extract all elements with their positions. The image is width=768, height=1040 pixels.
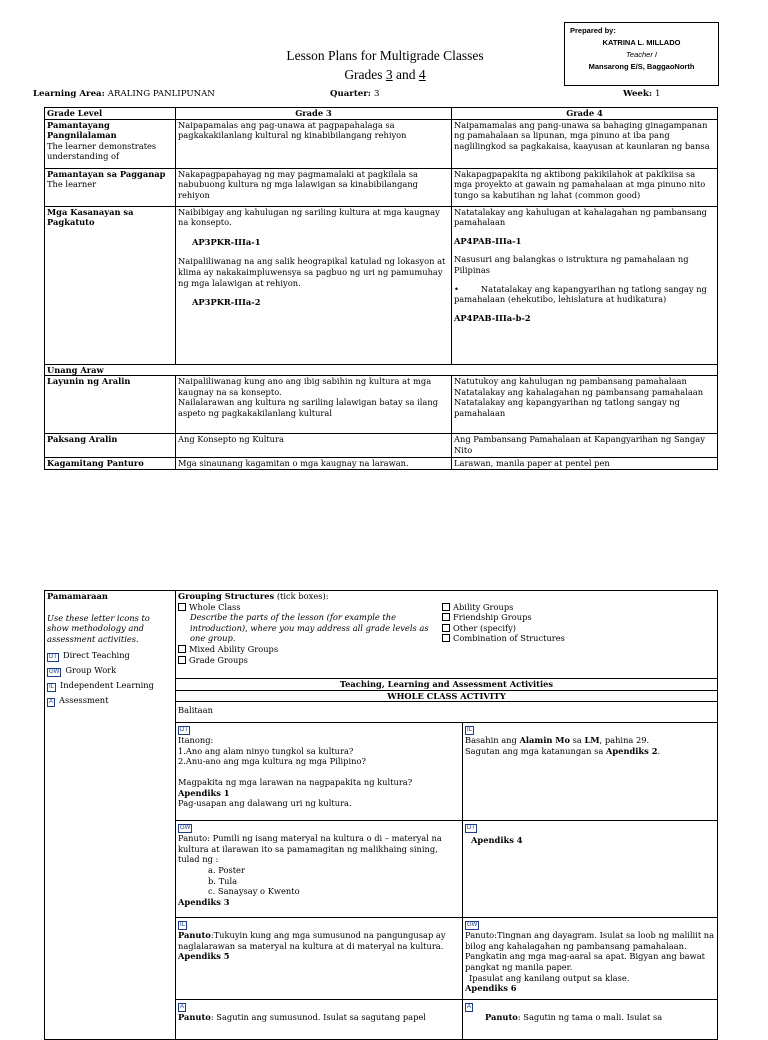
quarter-label: Quarter: [330, 89, 371, 99]
checkbox-icon[interactable] [442, 613, 450, 621]
option-label: Ability Groups [453, 601, 514, 612]
objectives-g4 [452, 376, 718, 434]
subject-matter-g3: Ang Konsepto ng Kultura [176, 434, 452, 458]
quarter [330, 89, 379, 99]
learning-area [33, 89, 215, 99]
teacher-role: Teacher I [626, 50, 657, 59]
grade-3-header: Grade 3 [176, 108, 452, 120]
objective-text: Natatalakay ang kahalagahan ng pambansang pamahalaan [454, 386, 704, 397]
objective-text: Naipaliliwanag kung ano ang ibig sabihin ng kultura at mga kaugnay na sa konsepto. [178, 376, 432, 397]
text-span: :Tukuyin kung ang mga sumusunod na pangungusap ay naglalarawan sa materyal na kultura at di materyal na kultura. [178, 930, 446, 951]
activity-g4-3 [463, 918, 718, 1000]
lesson-plan-table [44, 107, 718, 470]
list-item: b. Tula [208, 875, 238, 886]
performance-standards-row [45, 168, 718, 206]
text-span: sa [572, 735, 582, 746]
prepared-by-label: Prepared by: [570, 26, 616, 35]
bold-span: LM [584, 735, 600, 746]
content-standards-g3: Naipapamalas ang pag-unawa at pagpapahalaga sa pagkakakilanlang kultural ng kinabibilangang rehiyon [176, 119, 452, 168]
whole-class-description: Describe the parts of the lesson (for example the introduction), where you may address all grade levels as one group. [190, 612, 429, 644]
activity-g4-2 [463, 821, 718, 918]
gw-icon: GW [49, 669, 60, 676]
row-subtitle: The learner demonstrates understanding of [47, 140, 157, 162]
content-standards-label [45, 119, 176, 168]
procedure-table [44, 590, 718, 1040]
activity-g3-2 [176, 821, 463, 918]
activity-line [465, 746, 715, 757]
balitaan-cell [176, 702, 718, 723]
legend-direct-teaching [47, 650, 173, 662]
school-name: Mansarong E/S, BaggaoNorth [588, 62, 695, 71]
subject-matter-label: Paksang Aralin [45, 434, 176, 458]
competencies-label [45, 206, 176, 364]
activity-line [178, 930, 460, 951]
competencies-g3 [176, 206, 452, 364]
bullet-item: • Natatalakay ang kapangyarihan ng tatlong sangay ng pamahalaan (ehekutibo, lehislatura at hudikatura) [454, 283, 707, 305]
balitaan-text: Balitaan [178, 705, 213, 716]
legend-label: Group Work [65, 665, 117, 676]
checkbox-icon[interactable] [442, 624, 450, 632]
tla-heading: Teaching, Learning and Assessment Activities [176, 679, 718, 691]
option-mixed-ability[interactable] [178, 644, 442, 655]
competency-code: AP3PKR-IIIa-1 [192, 236, 261, 247]
option-ability-groups[interactable] [442, 602, 565, 613]
unang-araw-row [45, 364, 718, 376]
week [623, 89, 660, 99]
learning-area-value: ARALING PANLIPUNAN [107, 89, 215, 99]
activity-g3-4 [176, 1000, 463, 1040]
bold-span: Alamin Mo [519, 735, 571, 746]
objective-text: Nailalarawan ang kultura ng sariling lalawigan batay sa ilang aspeto ng pagkakakilanlang kultural [178, 397, 439, 418]
dt-icon: DT [49, 654, 57, 661]
option-whole-class[interactable] [178, 602, 442, 613]
grade-level-header: Grade Level [45, 108, 176, 120]
competency-text: Naibibigay ang kahulugan ng sariling kultura at mga kaugnay na konsepto. [178, 206, 440, 228]
learning-area-label: Learning Area: [33, 89, 105, 99]
activity-line: Panuto: Pumili ng isang materyal na kultura o di – materyal na kultura at ilarawan ito sa pamamagitan ng malikhaing sining, tulad ng : [178, 833, 442, 865]
option-label: Other (specify) [453, 622, 517, 633]
performance-standards-g3: Nakapagpapahayag ng may pagmamalaki at pagkilala sa nabubuong kultura ng mga lalawigan sa kinabibilangang rehiyon [176, 168, 452, 206]
grouping-heading [178, 591, 715, 602]
il-icon: IL [180, 922, 186, 929]
a-icon: A [467, 1004, 472, 1011]
row-title: Mga Kasanayan sa Pagkatuto [47, 206, 134, 228]
teacher-name: KATRINA L. MILLADO [602, 38, 681, 47]
methodology-description: Use these letter icons to show methodology and assessment activities. [47, 612, 150, 644]
pamamaraan-label: Pamamaraan [47, 591, 108, 601]
activity-line: Panuto:Tingnan ang dayagram. Isulat sa loob ng maliliit na bilog ang kahalagahan ng pambansang pamahalaan. Pangkatin ang mga mag-aaral sa apat. Bigyan ang bawat pangkat ng manila paper. [465, 930, 715, 972]
pamamaraan-cell [45, 591, 176, 1040]
competency-text: Naipaliliwanag na ang salik heograpikal katulad ng lokasyon at klima ay nakakaimpluwensya sa pagbuo ng uri ng pamumuhay ng mga lalawigan at rehiyon. [178, 256, 446, 288]
row-subtitle: The learner [47, 179, 97, 190]
grouping-label: Grouping Structures [178, 591, 275, 601]
gw-icon: GW [180, 825, 191, 832]
option-grade-groups[interactable] [178, 655, 442, 666]
a-icon: A [180, 1004, 185, 1011]
activity-g3-3 [176, 918, 463, 1000]
text-span: , pahina 29. [599, 735, 650, 746]
option-friendship-groups[interactable] [442, 612, 565, 623]
performance-standards-g4: Nakapagpapakita ng aktibong pakikilahok at pakikiisa sa mga proyekto at gawain ng pamahalaan at mga pinuno nito tungo sa kabutihan ng lahat (common good) [452, 168, 718, 206]
activity-line: 1.Ano ang alam ninyo tungkol sa kultura? [178, 745, 354, 756]
competencies-g4 [452, 206, 718, 364]
option-label: Friendship Groups [453, 612, 532, 623]
activity-line: Ipasulat ang kanilang output sa klase. [469, 972, 630, 983]
appendix-ref: Apendiks 3 [178, 896, 230, 907]
bold-span: Panuto [178, 930, 211, 941]
performance-standards-label [45, 168, 176, 206]
competencies-row [45, 206, 718, 364]
quarter-value: 3 [373, 89, 380, 99]
competency-code: AP3PKR-IIIa-2 [192, 297, 261, 308]
objectives-g3 [176, 376, 452, 434]
appendix-ref: Apendiks 5 [178, 951, 230, 962]
option-label: Whole Class [189, 601, 241, 612]
bold-span: Panuto [485, 1012, 518, 1023]
title-line-1: Lesson Plans for Multigrade Classes [286, 48, 484, 63]
week-value: 1 [655, 89, 661, 99]
objective-text: Natutukoy ang kahulugan ng pambansang pamahalaan [454, 376, 687, 387]
subject-matter-g4: Ang Pambansang Pamahalaan at Kapangyarihan ng Sangay Nito [452, 434, 718, 458]
dt-icon: DT [467, 825, 475, 832]
appendix-ref: Apendiks 1 [178, 787, 230, 798]
checkbox-icon[interactable] [442, 603, 450, 611]
materials-g3: Mga sinaunang kagamitan o mga kaugnay na larawan. [176, 458, 452, 470]
activity-g4-4 [463, 1000, 718, 1040]
competency-text: Natatalakay ang kahulugan at kahalagahan ng pambansang pamahalaan [454, 206, 707, 228]
il-icon: IL [467, 727, 473, 734]
content-standards-g4: Naipamamalas ang pang-unawa sa bahaging ginagampanan ng pamahalaan sa lipunan, mga pinuno at iba pang naglilingkod sa pagkakaisa, kaayusan at kaunlaran ng bansa [452, 119, 718, 168]
gw-icon: GW [467, 922, 478, 929]
competency-code: AP4PAB-IIIa-1 [454, 235, 522, 246]
dt-icon: DT [180, 727, 188, 734]
objective-text: Natatalakay ang kapangyarihan ng tatlong sangay ng pamahalaan [454, 397, 680, 418]
checkbox-icon[interactable] [178, 656, 186, 664]
grouping-right-column [442, 602, 565, 666]
grouping-structures-cell [176, 591, 718, 679]
list-item: a. Poster [208, 864, 245, 875]
activity-line: 2.Anu-ano ang mga kultura ng mga Pilipino? [178, 756, 366, 767]
grouping-left-column [178, 602, 442, 666]
materials-g4: Larawan, manila paper at pentel pen [452, 458, 718, 470]
bold-span: Apendiks 2 [605, 745, 658, 756]
whole-class-activity-heading: WHOLE CLASS ACTIVITY [176, 690, 718, 702]
competency-text: Natatalakay ang kapangyarihan ng tatlong sangay ng pamahalaan (ehekutibo, lehislatura at hudikatura) [454, 283, 707, 305]
week-label: Week: [623, 89, 653, 99]
objectives-row [45, 376, 718, 434]
content-standards-row [45, 119, 718, 168]
activity-line: Pag-usapan ang dalawang uri ng kultura. [178, 798, 352, 809]
activity-g4-1 [463, 723, 718, 821]
grouping-row [45, 591, 718, 679]
grade-4-header: Grade 4 [452, 108, 718, 120]
materials-row [45, 458, 718, 470]
activity-line [465, 735, 715, 746]
activity-line [465, 1012, 715, 1023]
subject-matter-row [45, 434, 718, 458]
appendix-ref: Apendiks 4 [471, 835, 523, 846]
checkbox-icon[interactable] [178, 645, 186, 653]
row-title: Pamantayang Pangnilalaman [47, 119, 117, 141]
bold-span: Panuto [178, 1012, 211, 1023]
materials-label: Kagamitang Panturo [45, 458, 176, 470]
competency-code: AP4PAB-IIIa-b-2 [454, 312, 531, 323]
competency-text: Nasusuri ang balangkas o istruktura ng pamahalaan ng Pilipinas [454, 254, 689, 275]
text-span: : Sagutin ng tama o mali. Isulat sa [517, 1012, 663, 1023]
objectives-label: Layunin ng Aralin [45, 376, 176, 434]
option-label: Grade Groups [189, 654, 248, 665]
prepared-by-box [564, 22, 719, 86]
option-other[interactable] [442, 623, 565, 634]
grades-prefix: Grades [344, 67, 383, 82]
text-span: . [657, 745, 661, 756]
option-label: Combination of Structures [453, 633, 565, 644]
grade-4-number: 4 [418, 67, 426, 82]
legend-label: Assessment [59, 695, 109, 706]
grades-and: and [396, 67, 416, 82]
activity-g3-1 [176, 723, 463, 821]
activity-line: Itanong: [178, 735, 214, 746]
unang-araw-label: Unang Araw [45, 364, 718, 376]
activity-list [178, 865, 460, 897]
a-icon: A [49, 699, 54, 706]
legend-assessment [47, 695, 173, 707]
title-line-2 [230, 65, 540, 84]
activity-line: Magpakita ng mga larawan na nagpapakita ng kultura? [178, 776, 413, 787]
grade-3-number: 3 [385, 67, 393, 82]
legend-label: Direct Teaching [63, 650, 130, 661]
legend-group-work [47, 665, 173, 677]
legend-independent-learning [47, 680, 173, 692]
grouping-note: (tick boxes): [276, 591, 329, 601]
option-combination[interactable] [442, 633, 565, 644]
legend-label: Independent Learning [60, 680, 154, 691]
appendix-ref: Apendiks 6 [465, 983, 517, 994]
page-title [230, 46, 540, 84]
checkbox-icon[interactable] [442, 634, 450, 642]
header-row [45, 108, 718, 120]
activity-line [178, 1012, 460, 1023]
text-span: : Sagutin ang sumusunod. Isulat sa sagutang papel [210, 1012, 426, 1023]
il-icon: IL [49, 684, 55, 691]
text-span: Basahin ang [465, 735, 517, 746]
row-title: Pamantayan sa Pagganap [47, 168, 166, 179]
list-item: c. Sanaysay o Kwento [208, 886, 300, 897]
grouping-options [178, 602, 715, 666]
option-label: Mixed Ability Groups [189, 643, 279, 654]
text-span: Sagutan ang mga katanungan sa [465, 745, 604, 756]
checkbox-icon[interactable] [178, 603, 186, 611]
